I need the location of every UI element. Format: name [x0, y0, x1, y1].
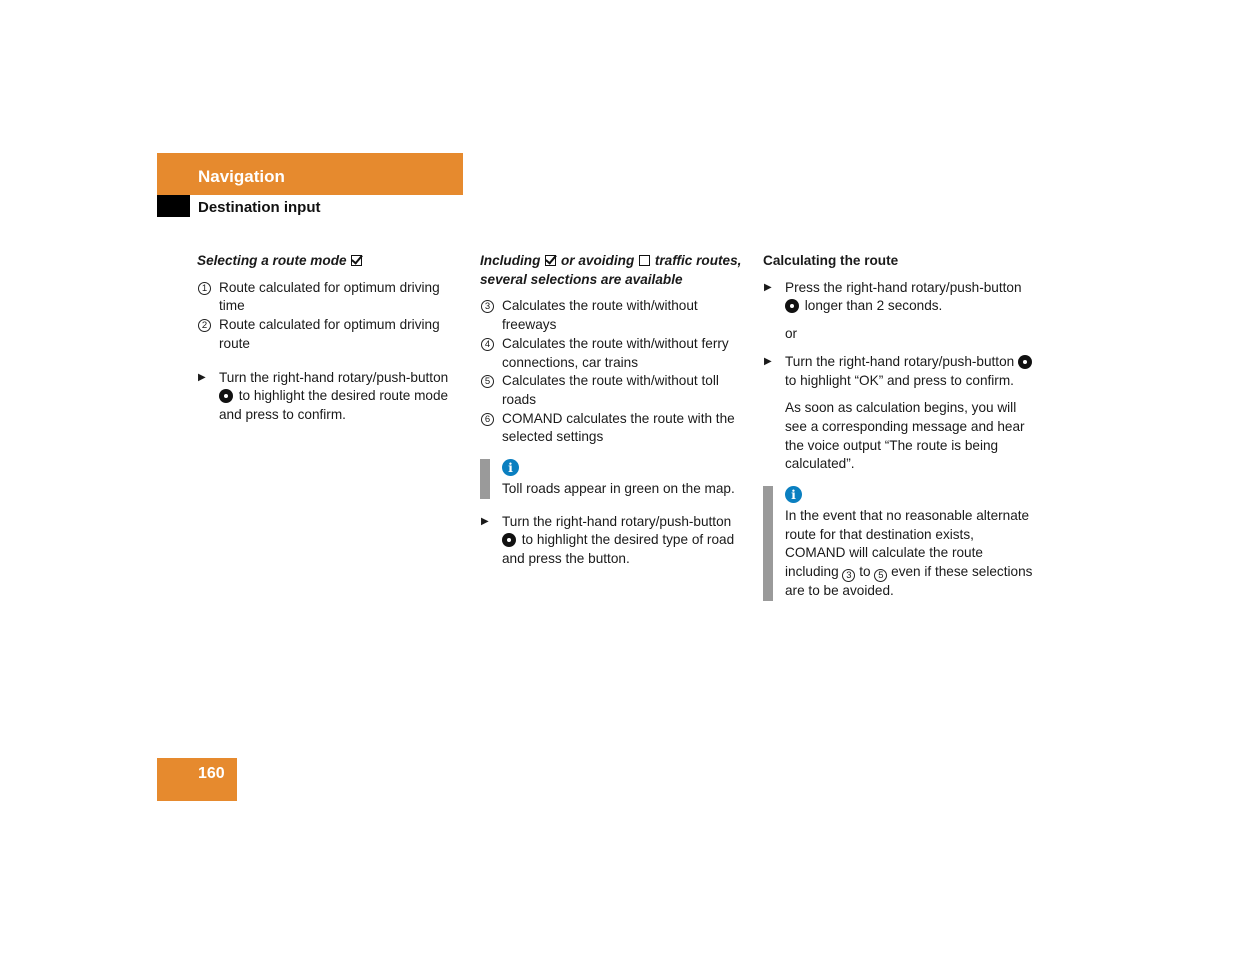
- route-mode-heading-text: Selecting a route mode: [197, 253, 347, 268]
- info-bar: [480, 459, 490, 499]
- step-arrow-icon: ▶: [198, 371, 206, 383]
- info-text-end: even if these selections are to be avoided.: [785, 564, 1033, 599]
- checked-box-icon: [351, 255, 362, 266]
- info-note: [480, 459, 748, 499]
- info-text: Toll roads appear in green on the map.: [502, 481, 735, 497]
- column-route-mode: [197, 252, 465, 425]
- rotary-knob-icon: [219, 389, 233, 403]
- list-item: [480, 410, 748, 447]
- list-item: [197, 279, 465, 316]
- circled-number-icon: 4: [481, 338, 494, 351]
- step-text-end: to highlight the desired type of road and press the button.: [502, 532, 735, 567]
- heading-part-including: Including: [480, 253, 541, 268]
- circled-number-icon: 6: [481, 413, 494, 426]
- list-item: [480, 335, 748, 372]
- column-traffic-routes: [480, 252, 748, 569]
- checked-box-icon: [545, 255, 556, 266]
- rotary-knob-icon: [502, 533, 516, 547]
- subsection-title: Destination input: [198, 199, 321, 216]
- route-mode-heading: [197, 252, 465, 271]
- traffic-routes-heading: [480, 252, 748, 289]
- list-item: [480, 372, 748, 409]
- circled-number-icon: 5: [481, 375, 494, 388]
- info-bar: [763, 486, 773, 601]
- instruction-step: [763, 279, 1035, 316]
- rotary-knob-icon: [1018, 355, 1032, 369]
- or-text: or: [785, 326, 798, 342]
- step-text-start: Turn the right-hand rotary/push-button: [219, 369, 449, 385]
- instruction-step: [763, 353, 1035, 390]
- info-icon: i: [502, 459, 519, 476]
- step-arrow-icon: ▶: [481, 515, 489, 527]
- rotary-knob-icon: [785, 299, 799, 313]
- step-text-end: longer than 2 seconds.: [804, 298, 943, 314]
- heading-part-avoiding: or avoiding: [560, 253, 635, 268]
- list-item-text: Calculates the route with/without toll roads: [502, 373, 719, 407]
- list-item: [197, 316, 465, 353]
- heading-part-rest: traffic routes, several selections are available: [480, 253, 742, 287]
- circled-number-icon: 3: [481, 300, 494, 313]
- info-text-start: In the event that no reasonable alternate route for that destination exists, COMAND will calculate the route including: [785, 508, 1030, 580]
- circled-number-icon: 2: [198, 319, 211, 332]
- step-text-end: to highlight the desired route mode and press to confirm.: [219, 388, 449, 422]
- info-text: [785, 507, 1035, 601]
- step-text-end: to highlight “OK” and press to confirm.: [785, 372, 1014, 388]
- circled-number-icon: 5: [874, 569, 887, 582]
- subsection-marker: [157, 195, 190, 217]
- step-text-start: Turn the right-hand rotary/push-button: [502, 513, 732, 529]
- list-item-text: Route calculated for optimum driving time: [219, 279, 440, 314]
- info-note: [763, 486, 1035, 601]
- info-icon: i: [785, 486, 802, 503]
- step-arrow-icon: ▶: [764, 355, 772, 367]
- list-item-text: Calculates the route with/without freeways: [502, 298, 698, 333]
- empty-box-icon: [639, 255, 650, 266]
- instruction-step: [480, 513, 748, 569]
- step-arrow-icon: ▶: [764, 281, 772, 293]
- step-text-start: Turn the right-hand rotary/push-button: [785, 353, 1015, 369]
- list-item-text: Calculates the route with/without ferry connections, car trains: [502, 335, 729, 370]
- info-text-mid: to: [859, 564, 871, 580]
- section-title: Navigation: [198, 167, 285, 186]
- page-number: 160: [198, 765, 225, 782]
- calculation-paragraph: As soon as calculation begins, you will see a corresponding message and hear the voice output “The route is being calculated”.: [785, 400, 1025, 472]
- list-item-text: Route calculated for optimum driving route: [219, 317, 440, 351]
- circled-number-icon: 3: [842, 569, 855, 582]
- calculating-route-heading: Calculating the route: [763, 253, 899, 268]
- instruction-step: [197, 369, 465, 425]
- page-number-box: [157, 758, 237, 801]
- step-text-start: Press the right-hand rotary/push-button: [785, 279, 1022, 295]
- list-item-text: COMAND calculates the route with the selected settings: [502, 410, 735, 445]
- column-calculating-route: [763, 252, 1035, 615]
- circled-number-icon: 1: [198, 282, 211, 295]
- list-item: [480, 297, 748, 334]
